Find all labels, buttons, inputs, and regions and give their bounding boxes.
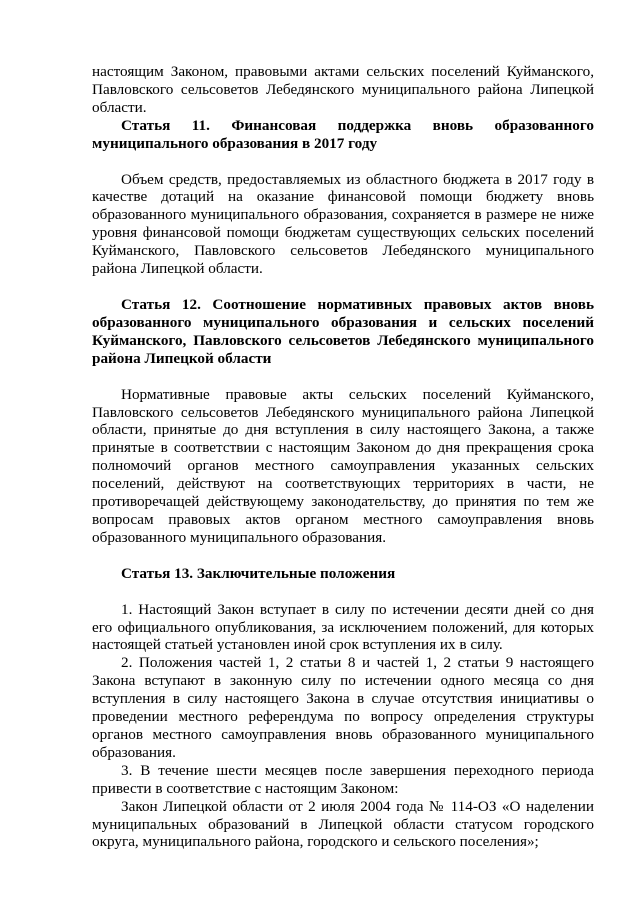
article-12-heading: Статья 12. Соотношение нормативных правовых актов вновь образованного муниципального образования и сельских поселений Куйманского, Павловского сельсоветов Лебедянского муниципального района Липецкой области [92,295,594,367]
article-11-paragraph: Объем средств, предоставляемых из областного бюджета в 2017 году в качестве дотаций на оказание финансовой помощи бюджету вновь образованного муниципального образования, сохраняется в размере не ниже уровня финансовой помощи бюджетам существующих сельских поселений Куйманского, Павловского сельсоветов Лебедянского муниципального района Липецкой области. [92,170,594,278]
spacer [92,368,594,386]
document-body [92,63,594,851]
article-13-law-reference: Закон Липецкой области от 2 июля 2004 года № 114-ОЗ «О наделении муниципальных образований в Липецкой области статусом городского округа, муниципального района, городского и сельского поселения»; [92,797,594,851]
article-11-heading: Статья 11. Финансовая поддержка вновь образованного муниципального образования в 2017 году [92,116,594,152]
article-13-part-2: 2. Положения частей 1, 2 статьи 8 и частей 1, 2 статьи 9 настоящего Закона вступают в законную силу по истечении одного месяца со дня вступления в силу настоящего Закона в случае отсутствия инициативы о проведении местного референдума по вопросу определения структуры органов местного самоуправления вновь образованного муниципального образования. [92,654,594,761]
spacer [92,153,594,171]
article-13-part-1: 1. Настоящий Закон вступает в силу по истечении десяти дней со дня его официального опубликования, за исключением положений, для которых настоящей статьей установлен иной срок вступления их в силу. [92,600,594,654]
article-13-part-3: 3. В течение шести месяцев после завершения переходного периода привести в соответствие с настоящим Законом: [92,761,594,797]
intro-paragraph: настоящим Законом, правовыми актами сельских поселений Куйманского, Павловского сельсоветов Лебедянского муниципального района Липецкой области. [92,63,594,116]
article-12-paragraph: Нормативные правовые акты сельских поселений Куйманского, Павловского сельсоветов Лебедянского муниципального района Липецкой области, принятые до дня вступления в силу настоящего Закона, а также принятые в соответствии с настоящим Законом до дня прекращения срока полномочий органов местного самоуправления указанных сельских поселений, действуют на соответствующих территориях в части, не противоречащей действующему законодательству, до принятия по тем же вопросам правовых актов органом местного самоуправления вновь образованного муниципального образования. [92,385,594,546]
spacer [92,583,594,601]
spacer [92,278,594,296]
article-13-heading: Статья 13. Заключительные положения [121,564,396,582]
spacer [92,547,594,565]
